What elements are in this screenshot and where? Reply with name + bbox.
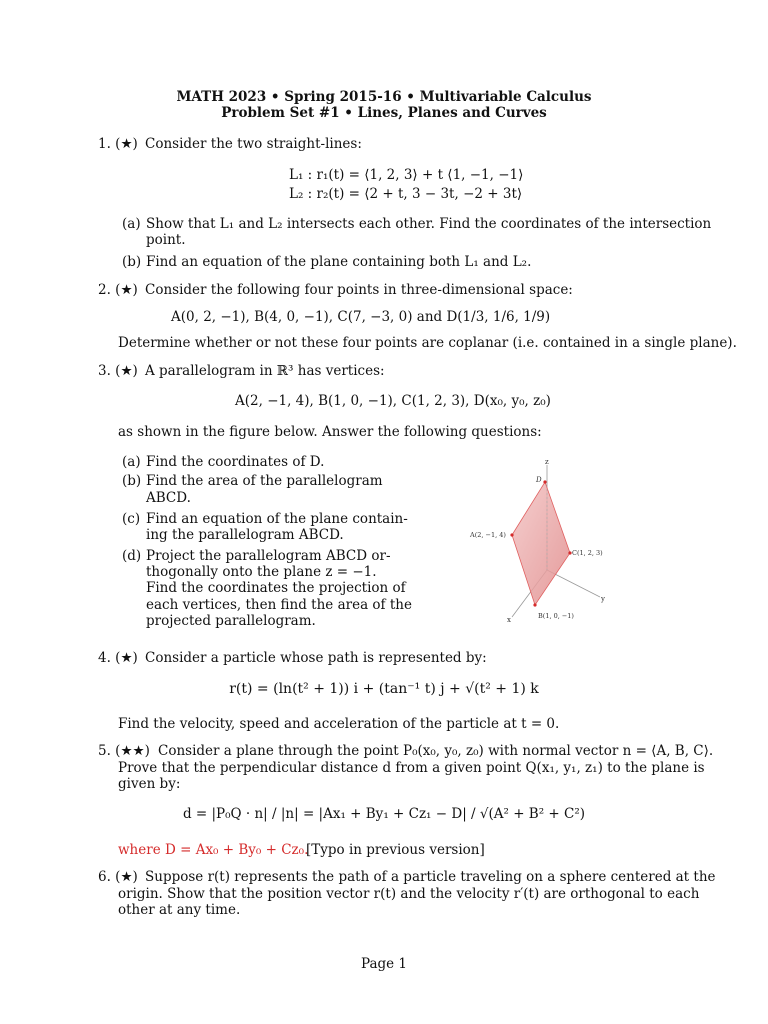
q5-where: where D = Ax₀ + By₀ + Cz₀. <box>118 842 309 858</box>
q3-b-line-2: ABCD. <box>146 490 191 506</box>
fig-label-B: B(1, 0, −1) <box>538 612 574 620</box>
page-number: Page 1 <box>360 956 408 972</box>
q3-d-label: (d) <box>122 548 142 564</box>
q4-intro: Consider a particle whose path is represented by: <box>145 650 487 666</box>
vertex-B-dot <box>533 603 536 606</box>
q6-line-2: origin. Show that the position vector r(t) and the velocity r′(t) are orthogonal to each <box>118 886 700 902</box>
fig-label-A: A(2, −1, 4) <box>470 531 506 539</box>
q3-text: as shown in the figure below. Answer the following questions: <box>118 424 542 440</box>
q3-d-line-5: projected parallelogram. <box>146 613 316 629</box>
q3-c-label: (c) <box>122 511 141 527</box>
q3-a-line-1: Find the coordinates of D. <box>146 454 325 470</box>
q3-d-line-4: each vertices, then find the area of the <box>146 597 412 613</box>
q1-line-L2: L₂ : r₂(t) = ⟨2 + t, 3 − 3t, −2 + 3t⟩ <box>289 186 523 202</box>
fig-label-z: z <box>545 458 549 466</box>
q3-a-label: (a) <box>122 454 141 470</box>
q3-b-label: (b) <box>122 473 142 489</box>
q5-line-2: Prove that the perpendicular distance d from a given point Q(x₁, y₁, z₁) to the plane is <box>118 760 705 776</box>
q1-line-L1: L₁ : r₁(t) = ⟨1, 2, 3⟩ + t ⟨1, −1, −1⟩ <box>289 167 524 183</box>
q4-formula: r(t) = (ln(t² + 1)) i + (tan⁻¹ t) j + √(t² + 1) k <box>229 681 539 697</box>
parallelogram-figure <box>460 455 620 630</box>
q5-number: 5. (★★) <box>98 743 150 759</box>
q2-intro: Consider the following four points in three-dimensional space: <box>145 282 573 298</box>
q3-d-line-1: Project the parallelogram ABCD or- <box>146 548 391 564</box>
q2-number: 2. (★) <box>98 282 138 298</box>
q5-line-3: given by: <box>118 776 181 792</box>
fig-label-x: x <box>507 616 511 624</box>
fig-label-y: y <box>601 595 605 603</box>
header-line-2: Problem Set #1 • Lines, Planes and Curves <box>221 105 547 121</box>
q1-b-label: (b) <box>122 254 142 270</box>
q1-a-label: (a) <box>122 216 141 232</box>
q3-c-line-1: Find an equation of the plane contain- <box>146 511 408 527</box>
q3-b-line-1: Find the area of the parallelogram <box>146 473 383 489</box>
q5-line-1: Consider a plane through the point P₀(x₀, y₀, z₀) with normal vector n = ⟨A, B, C⟩. <box>158 743 714 759</box>
parallelogram-shape <box>512 482 570 605</box>
q3-d-line-3: Find the coordinates the projection of <box>146 580 406 596</box>
q6-line-1: Suppose r(t) represents the path of a particle traveling on a sphere centered at the <box>145 869 716 885</box>
vertex-D-dot <box>543 480 546 483</box>
q3-intro: A parallelogram in ℝ³ has vertices: <box>145 363 385 379</box>
fig-label-C: C(1, 2, 3) <box>572 549 603 557</box>
fig-label-D: D <box>536 476 542 484</box>
q1-a-text-1: Show that L₁ and L₂ intersects each other. Find the coordinates of the intersection <box>146 216 712 232</box>
q1-b-text: Find an equation of the plane containing both L₁ and L₂. <box>146 254 532 270</box>
q3-vertices: A(2, −1, 4), B(1, 0, −1), C(1, 2, 3), D(x₀, y₀, z₀) <box>235 393 551 409</box>
vertex-A-dot <box>510 533 513 536</box>
q4-text: Find the velocity, speed and acceleration of the particle at t = 0. <box>118 716 560 732</box>
q5-formula: d = |P₀Q · n| / |n| = |Ax₁ + By₁ + Cz₁ − D| / √(A² + B² + C²) <box>182 806 586 822</box>
q4-number: 4. (★) <box>98 650 138 666</box>
q5-typo-note: [Typo in previous version] <box>306 842 485 858</box>
q1-number: 1. (★) <box>98 136 138 152</box>
q1-a-text-2: point. <box>146 232 186 248</box>
q1-intro: Consider the two straight-lines: <box>145 136 362 152</box>
q3-d-line-2: thogonally onto the plane z = −1. <box>146 564 377 580</box>
q3-c-line-2: ing the parallelogram ABCD. <box>146 527 344 543</box>
q3-number: 3. (★) <box>98 363 138 379</box>
q2-points: A(0, 2, −1), B(4, 0, −1), C(7, −3, 0) and D(1/3, 1/6, 1/9) <box>171 309 551 325</box>
header-line-1: MATH 2023 • Spring 2015-16 • Multivariable Calculus <box>176 89 592 105</box>
q6-line-3: other at any time. <box>118 902 241 918</box>
q2-text: Determine whether or not these four points are coplanar (i.e. contained in a single plane). <box>118 335 737 351</box>
q6-number: 6. (★) <box>98 869 138 885</box>
